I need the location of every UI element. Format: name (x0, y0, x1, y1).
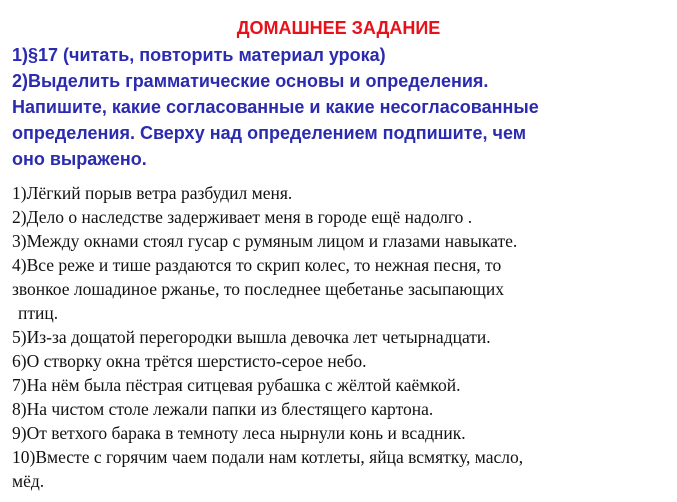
sentence-line: 7)На нём была пёстрая ситцевая рубашка с жёлтой каёмкой. (12, 375, 461, 395)
sentence-line: 10)Вместе с горячим чаем подали нам котлеты, яйца всмятку, масло, (12, 447, 524, 467)
sentence-line: 1)Лёгкий порыв ветра разбудил меня. (12, 183, 293, 203)
sentence-line: 9)От ветхого барака в темноту леса нырнули конь и всадник. (12, 423, 466, 443)
task-2-line: оно выражено. (12, 149, 147, 169)
sentence-line: 2)Дело о наследстве задерживает меня в городе ещё надолго . (12, 207, 473, 227)
sentence-line: 6)О створку окна трётся шерстисто-серое небо. (12, 351, 367, 371)
task-2-line: 2)Выделить грамматические основы и определения. (12, 71, 489, 91)
sentence-line: мёд. (12, 471, 45, 491)
task-2 (12, 68, 539, 172)
task-1: 1)§17 (читать, повторить материал урока) (12, 45, 386, 65)
sentence-list (12, 181, 523, 493)
sentence-line: 3)Между окнами стоял гусар с румяным лицом и глазами навыкате. (12, 231, 518, 251)
sentence-line: птиц. (18, 303, 59, 323)
sentence-line: звонкое лошадиное ржанье, то последнее щебетанье засыпающих (12, 279, 504, 299)
sentence-line: 5)Из-за дощатой перегородки вышла девочка лет четырнадцати. (12, 327, 491, 347)
task-2-line: Напишите, какие согласованные и какие несогласованные (12, 97, 539, 117)
homework-title: ДОМАШНЕЕ ЗАДАНИЕ (236, 18, 441, 38)
sentence-line: 8)На чистом столе лежали папки из блестящего картона. (12, 399, 434, 419)
sentence-line: 4)Все реже и тише раздаются то скрип колес, то нежная песня, то (12, 255, 502, 275)
task-2-line: определения. Сверху над определением подпишите, чем (12, 123, 527, 143)
